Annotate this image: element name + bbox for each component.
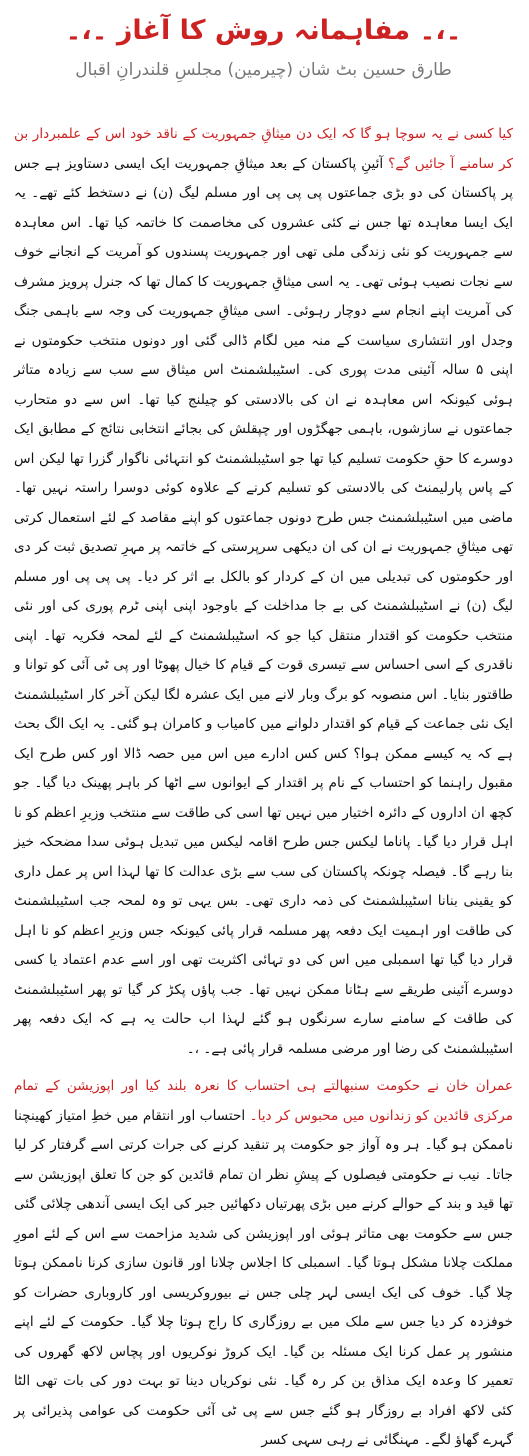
paragraph-2-body: احتساب اور انتقام میں خطِ امتیاز کھینچنا ناممکن ہو گیا۔ ہر وہ آواز جو حکومت پر تنقید کرنے کی جرات کرتی اسے گرفتار کر لیا جاتا۔ نیب نے حکومتی فیصلوں کے پیشِ نظر ان تمام قائدین کو جن کا تعلق اپوزیشن سے تھا قید و بند کے حوالے کرنے میں بڑی پھرتیاں دکھائیں جبر کی ایک ایسی آندھی چلائی گئی جس سے حکومت بھی متاثر ہوئی اور اپوزیشن کی شدید مزاحمت سے اس کے لئے امورِ مملکت چلانا مشکل ہوتا گیا۔ اسمبلی کا اجلاس چلانا اور قانون سازی کرنا ناممکن ہوتا چلا گیا۔ خوف کی ایک ایسی لہر چلی جس نے بیوروکریسی اور کاروباری حضرات کو خوفزدہ کر دیا جس سے ملک میں بے روزگاری کا راج ہوتا چلا گیا۔ حکومت کے لئے اپنے منشور پر عمل کرنا ایک مسئلہ بن گیا۔ ایک کروڑ نوکریوں اور پچاس لاکھ گھروں کی تعمیر کا وعدہ ایک مذاق بن کر رہ گیا۔ نئی نوکریاں دینا تو بہت دور کی بات تھی الٹا کئی لاکھ افراد بے روزگار ہو گئے جس سے پی ٹی آئی حکومت کی عوامی پذیرائی پر گہرے گھاؤ لگے۔ مہنگائی نے رہی سہی کسر xyxy=(14,1107,513,1448)
paragraph-1-body: آئینِ پاکستان کے بعد میثاقِ جمہوریت ایک ایسی دستاویز ہے جس پر پاکستان کی دو بڑی جماعتوں پی پی پی اور مسلم لیگ (ن) نے دستخط کئے تھے۔ یہ ایک ایسا معاہدہ تھا جس نے کئی عشروں کی مخاصمت کا خاتمہ کیا تھا۔ اس معاہدہ سے جمہوریت کو نئی زندگی ملی تھی اور جمہوریت پسندوں کو آمریت کے انجانے خوف سے نجات نصیب ہوئی تھی۔ یہ اسی میثاقِ جمہوریت کا کمال تھا کہ جنرل پرویز مشرف کی آمریت اپنے انجام سے دوچار رہوئی۔ اسی میثاقِ جمہوریت کی وجہ سے باہمی جنگ وجدل اور انتشاری سیاست کے منہ میں لگام ڈالی گئی اور دونوں منتخب حکومتوں نے اپنی ۵ سالہ آئینی مدت پوری کی۔ اسٹیبلشمنٹ اس میثاق سے سب سے زیادہ متاثر ہوئی کیونکہ اس معاہدہ نے ان کی بالادستی کو چیلنج کیا تھا۔ اس سے دو متحارب جماعتوں نے سازشوں، باہمی جھگڑوں اور چپقلش کی بجائے انتخابی نتائج کے مطابق ایک دوسرے کا حقِ حکومت تسلیم کیا تھا جو اسٹیبلشمنٹ کو انتہائی ناگوار گزرا تھا لیکن اس کے پاس پارلیمنٹ کی بالادستی کو تسلیم کرنے کے علاوہ کوئی دوسرا راستہ نہیں تھا۔ ماضی میں اسٹیبلشمنٹ جس طرح دونوں جماعتوں کو اپنے مقاصد کے لئے استعمال کرتی تھی میثاقِ جمہوریت نے ان کی ان دیکھی سرپرستی کے خاتمہ پر مہرِ تصدیق ثبت کر دی اور حکومتوں کی تبدیلی میں ان کے کردار کو بالکل بے اثر کر دیا۔ پی پی پی اور مسلم لیگ (ن) نے اسٹیبلشمنٹ کی بے جا مداخلت کے باوجود اپنی اپنی ٹرم پوری کی اور نئی منتخب حکومت کو اقتدار منتقل کیا جو کہ اسٹیبلشمنٹ کے لئے لمحہ فکریہ تھا۔ اپنی ناقدری کے اسی احساس سے تیسری قوت کے قیام کا خیال پھوٹا اور پی ٹی آئی کو توانا و طاقتور بنایا۔ اس منصوبہ کو برگ وبار لانے میں ایک عشرہ لگا لیکن آخر کار اسٹیبلشمنٹ ایک نئی جماعت کے قیام کو اقتدار دلوانے میں کامیاب و کامران ہو گئی۔ یہ ایک الگ بحث ہے کہ یہ کیسے ممکن ہوا؟ کس کس ادارے میں اس میں حصہ ڈالا اور کس طرح ایک مقبول راہنما کو احتساب کے نام پر اقتدار کے ایوانوں سے اٹھا کر باہر پھینک دیا گیا۔ جو کچھ ان اداروں کے دائرہ اختیار میں نہیں تھا اسی کی طاقت سے منتخب وزیرِ اعظم کو نا اہل قرار دیا گیا۔ پاناما لیکس جس طرح اقامہ لیکس میں تبدیل ہوئی سدا مضحکہ خیز بنا رہے گا۔ فیصلہ چونکہ پاکستان کی سب سے بڑی عدالت کا تھا لہذا اس پر عمل داری کو یقینی بنانا اسٹیبلشمنٹ کی ذمہ داری تھی۔ بس یہی تو وہ لمحہ جب اسٹیبلشمنٹ کی طاقت اور اہمیت ایک دفعہ پھر مسلمہ قرار پائی کیونکہ جس وزیرِ اعظم کو نا اہل قرار دیا گیا تھا اسمبلی میں اس کی دو تہائی اکثریت تھی اور اسے عدم اعتماد یا کسی دوسرے آئینی طریقے سے ہٹانا ممکن نہیں تھا۔ جب پاؤں پکڑ کر گیا تو پھر اسٹیبلشمنٹ کی طاقت کے سامنے سارے سرنگوں ہو گئے لہذا اب حالت یہ ہے کہ ایک دفعہ پھر اسٹیبلشمنٹ کی رضا اور مرضی مسلمہ قرار پائی ہے۔ ،۔ xyxy=(14,155,513,1057)
article-byline: طارق حسین بٹ شان (چیرمین) مجلسِ قلندرانِ اقبال xyxy=(75,60,452,80)
paragraph-2-lead: عمران خان نے حکومت سنبھالتے ہی احتساب کا نعرہ بلند کیا اور اپوزیشن کے تمام مرکزی قائدین کو زندانوں میں محبوس کر دیا۔ xyxy=(14,1078,513,1124)
article-paragraph-1 xyxy=(14,120,513,1064)
paragraph-1-lead: کیا کسی نے یہ سوچا ہو گا کہ ایک دن میثاقِ جمہوریت کے ناقد خود اس کے علمبردار بن کر سامنے آ جائیں گے؟ xyxy=(14,126,513,172)
article-paragraph-2 xyxy=(14,1072,513,1456)
article-title: ۔،۔ مفاہمانہ روش کا آغاز ۔،۔ xyxy=(65,15,462,46)
